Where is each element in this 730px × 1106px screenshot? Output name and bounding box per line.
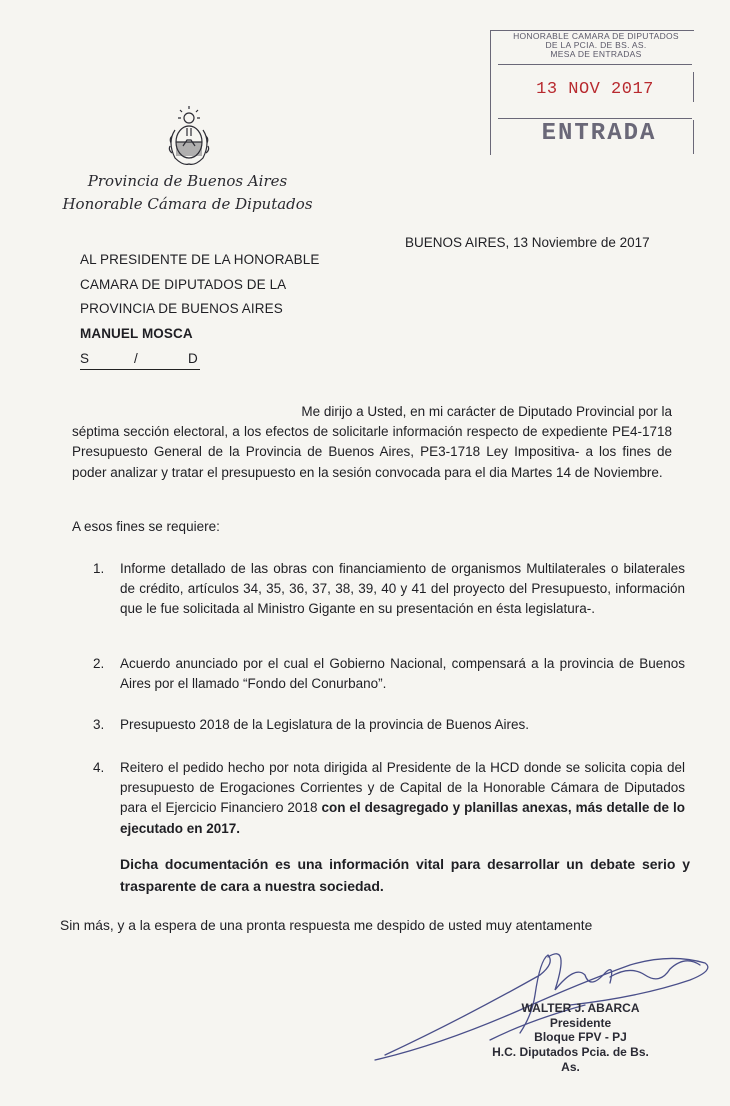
letterhead-chamber: Honorable Cámara de Diputados — [62, 195, 313, 213]
stamp-rule-bottom — [498, 118, 692, 119]
signature-bloc: Bloque FPV - PJ — [534, 1030, 627, 1044]
signature-name: WALTER J. ABARCA — [521, 1001, 640, 1015]
list-item-number: 1. — [93, 561, 105, 576]
intro-paragraph — [72, 402, 672, 483]
stamp-divider — [693, 72, 694, 102]
list-item-text: Acuerdo anunciado por el cual el Gobierno Nacional, compensará a la provincia de Buenos Aires por el llamado “Fondo del Conurbano”. — [120, 656, 685, 692]
list-item-text: Informe detallado de las obras con financiamiento de organismos Multilaterales o bilaterales de crédito, artículos 34, 35, 36, 37, 38, 39, 40 y 41 del proyecto del Presupuesto, información que le fue solicitada al Ministro Gigante en su presentación en ésta legislatura-. — [120, 561, 685, 617]
list-item-number: 2. — [93, 656, 105, 671]
stamp-rule-top — [498, 64, 692, 65]
list-item-text — [120, 758, 685, 839]
addressee-name: MANUEL MOSCA — [80, 326, 193, 341]
stamp-divider-2 — [693, 120, 694, 154]
list-item — [93, 715, 683, 737]
list-item-text: Presupuesto 2018 de la Legislatura de la provincia de Buenos Aires. — [120, 717, 530, 732]
stamp-organization — [496, 32, 696, 59]
emphasis-paragraph: Dicha documentación es una información vital para desarrollar un debate serio y trasparente de cara a nuestra sociedad. — [120, 856, 690, 894]
intro-first-line: Me dirijo a Usted, en mi carácter de Diputado Provincial por la — [301, 404, 672, 419]
stamp-date: 13 NOV 2017 — [536, 80, 654, 99]
addressee-line1: AL PRESIDENTE DE LA HONORABLE — [80, 252, 320, 267]
sd-line — [80, 351, 200, 370]
sd-s: S — [80, 351, 90, 366]
list-item-number: 3. — [93, 717, 105, 732]
sd-d: D — [188, 351, 198, 366]
signature-title: Presidente — [549, 1016, 612, 1030]
letterhead-province: Provincia de Buenos Aires — [87, 172, 288, 190]
stamp-org-line3: MESA DE ENTRADAS — [550, 49, 642, 59]
list-item-number: 4. — [93, 760, 105, 775]
addressee-line3: PROVINCIA DE BUENOS AIRES — [80, 301, 283, 316]
stamp-entrada-label: ENTRADA — [541, 120, 657, 147]
list-item — [93, 654, 683, 696]
signature-institution: H.C. Diputados Pcia. de Bs. As. — [492, 1045, 649, 1074]
intro-body: séptima sección electoral, a los efectos de solicitarle información respecto de expediente PE4-1718 Presupuesto General de la Provincia de Buenos Aires, PE3-1718 Ley Impositiva- a los fines de poder analizar y tratar el presupuesto en la sesión convocada para el dia Martes 14 de Noviembre. — [72, 424, 672, 480]
list-item-text-bold: con el desagregado y planillas anexas, más detalle de lo ejecutado en 2017. — [120, 800, 686, 836]
sd-slash: / — [134, 351, 138, 366]
stamp-org-line2: DE LA PCIA. DE BS. AS. — [545, 40, 647, 50]
stamp-org-line1: HONORABLE CAMARA DE DIPUTADOS — [513, 31, 679, 41]
list-item — [93, 758, 686, 842]
addressee-line2: CAMARA DE DIPUTADOS DE LA — [80, 277, 287, 292]
requirement-intro: A esos fines se requiere: — [72, 519, 220, 534]
place-date: BUENOS AIRES, 13 Noviembre de 2017 — [405, 235, 650, 250]
list-item-text-regular: Reitero el pedido hecho por nota dirigida al Presidente de la HCD donde se solicita copia del presupuesto de Erogaciones Corrientes y de Capital de la Honorable Cámara de Diputados para el Ejercicio Financiero 2018 — [120, 760, 685, 816]
argentina-coat-of-arms-icon — [163, 106, 215, 168]
closing-line: Sin más, y a la espera de una pronta respuesta me despido de usted muy atentamente — [60, 918, 593, 933]
list-item — [93, 559, 683, 641]
reception-stamp — [490, 30, 695, 156]
